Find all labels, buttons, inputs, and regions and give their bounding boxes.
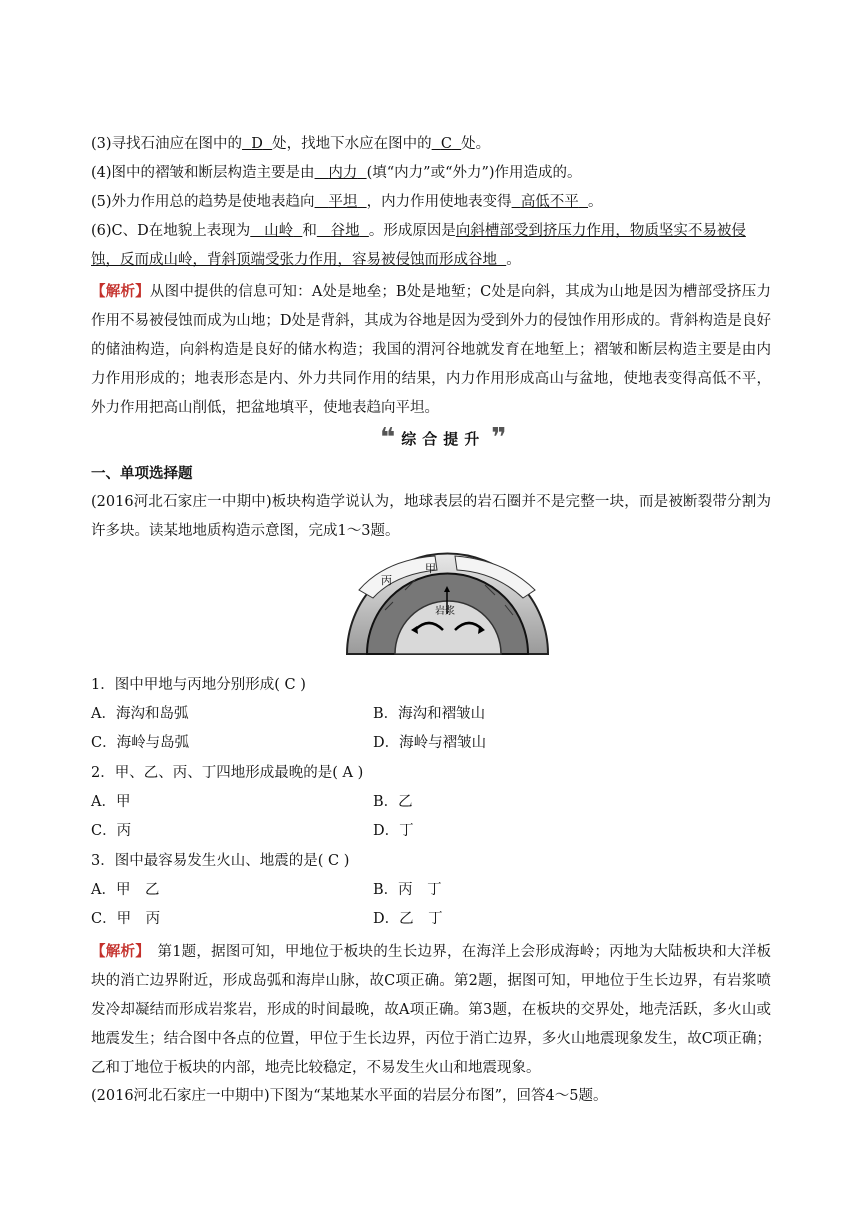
q5-mid: ，内力作用使地表变得 bbox=[366, 194, 512, 210]
question-1-option-b[interactable]: B．海沟和褶皱山 bbox=[373, 706, 486, 722]
banner-title: 综合提升 bbox=[401, 429, 486, 448]
q6-answer-3-pad bbox=[497, 252, 506, 268]
question-3-option-c[interactable]: C．甲 丙 bbox=[91, 911, 161, 927]
label-bing: 丙 bbox=[381, 574, 392, 587]
q3-answer-2: C bbox=[440, 136, 452, 152]
q6-mid: 和 bbox=[302, 223, 317, 239]
intro-paragraph: (2016河北石家庄一中期中)板块构造学说认为，地球表层的岩石圈并不是完整一块，而是被断裂带分割为许多块。读某地地质构造示意图，完成1～3题。 bbox=[91, 494, 771, 539]
q6-mid2: 。形成原因是 bbox=[368, 223, 456, 239]
plate-diagram-image bbox=[345, 550, 550, 656]
label-magma: 岩浆 bbox=[435, 606, 455, 617]
q6-answer-3-cont: 蚀，反而成山岭，背斜顶端受张力作用，容易被侵蚀而形成谷地 bbox=[91, 252, 497, 268]
question-1-option-c[interactable]: C．海岭与岛弧 bbox=[91, 735, 190, 751]
q6-answer-2: 谷地 bbox=[330, 223, 360, 239]
q5-suffix: 。 bbox=[588, 194, 603, 210]
open-quote-icon: ❝ bbox=[380, 423, 396, 453]
analysis-2-tag: 【解析】 bbox=[91, 943, 143, 960]
question-1-stem: 1．图中甲地与丙地分别形成( C ) bbox=[91, 677, 306, 693]
question-3-option-d[interactable]: D．乙 丁 bbox=[373, 911, 443, 927]
question-2-option-b[interactable]: B．乙 bbox=[373, 794, 413, 810]
q3-answer-1: D bbox=[251, 136, 263, 152]
analysis-2 bbox=[91, 937, 771, 1083]
q6-answer-1: 山岭 bbox=[264, 223, 294, 239]
question-1-option-a[interactable]: A．海沟和岛弧 bbox=[91, 706, 189, 722]
analysis-1-tag: 【解析】 bbox=[91, 283, 150, 300]
geology-figure bbox=[345, 550, 550, 656]
analysis-1-text: 从图中提供的信息可知：A处是地垒；B处是地堑；C处是向斜，其成为山地是因为槽部受挤压力作用不易被侵蚀而成为山地；D处是背斜，其成为谷地是因为受到外力的侵蚀作用形成的。背斜构造是良好的储油构造，向斜构造是良好的储水构造；我国的渭河谷地就发育在地堑上；褶皱和断层构造主要是由内力作用形成的；地表形态是内、外力共同作用的结果，内力作用形成高山与盆地，使地表变得高低不平，外力作用把高山削低，把盆地填平，使地表趋向平坦。 bbox=[91, 284, 772, 416]
question-3-option-a[interactable]: A．甲 乙 bbox=[91, 882, 160, 898]
section-banner bbox=[380, 423, 507, 453]
q3-suffix: 处。 bbox=[461, 136, 491, 152]
q5-prefix: (5)外力作用总的趋势是使地表趋向 bbox=[91, 194, 315, 210]
question-2-option-a[interactable]: A．甲 bbox=[91, 794, 131, 810]
answer-q5 bbox=[91, 192, 603, 212]
answer-q3 bbox=[91, 134, 490, 154]
section-title: 一、单项选择题 bbox=[91, 465, 193, 482]
analysis-2-text: 第1题，据图可知，甲地位于板块的生长边界，在海洋上会形成海岭；丙地为大陆板块和大洋板块的消亡边界附近，形成岛弧和海岸山脉，故C项正确。第2题，据图可知，甲地位于生长边界，有岩浆喷发冷却凝结而形成岩浆岩，形成的时间最晚，故A项正确。第3题，在板块的交界处，地壳活跃，多火山或地震发生；结合图中各点的位置，甲位于生长边界，丙位于消亡边界，多火山地震现象发生，故C项正确；乙和丁地位于板块的内部，地壳比较稳定，不易发生火山和地震现象。 bbox=[91, 944, 771, 1076]
q4-suffix: (填“内力”或“外力”)作用造成的。 bbox=[366, 165, 582, 181]
answer-q4 bbox=[91, 163, 582, 183]
footer-intro: (2016河北石家庄一中期中)下图为“某地某水平面的岩层分布图”，回答4～5题。 bbox=[91, 1088, 608, 1104]
q4-prefix: (4)图中的褶皱和断层构造主要是由 bbox=[91, 165, 315, 181]
q5-answer-2: 高低不平 bbox=[520, 194, 579, 210]
close-quote-icon: ❞ bbox=[491, 423, 507, 453]
analysis-1 bbox=[91, 277, 771, 423]
question-3-option-b[interactable]: B．丙 丁 bbox=[373, 882, 442, 898]
answer-q6-line2 bbox=[91, 250, 521, 270]
q3-mid: 处，找地下水应在图中的 bbox=[272, 136, 432, 152]
question-1-option-d[interactable]: D．海岭与褶皱山 bbox=[373, 735, 487, 751]
q4-answer: 内力 bbox=[328, 165, 358, 181]
question-2-stem: 2．甲、乙、丙、丁四地形成最晚的是( A ) bbox=[91, 765, 364, 781]
q6-prefix: (6)C、D在地貌上表现为 bbox=[91, 223, 251, 239]
question-2-option-c[interactable]: C．丙 bbox=[91, 823, 132, 839]
q6-answer-3: 向斜槽部受到挤压力作用，物质坚实不易被侵 bbox=[455, 223, 746, 239]
q3-prefix: (3)寻找石油应在图中的 bbox=[91, 136, 243, 152]
answer-q6-line1 bbox=[91, 221, 746, 241]
q6-suffix: 。 bbox=[506, 252, 521, 268]
label-jia: 甲 bbox=[425, 562, 436, 575]
question-2-option-d[interactable]: D．丁 bbox=[373, 823, 414, 839]
q5-answer-1: 平坦 bbox=[328, 194, 358, 210]
question-3-stem: 3．图中最容易发生火山、地震的是( C ) bbox=[91, 853, 350, 869]
